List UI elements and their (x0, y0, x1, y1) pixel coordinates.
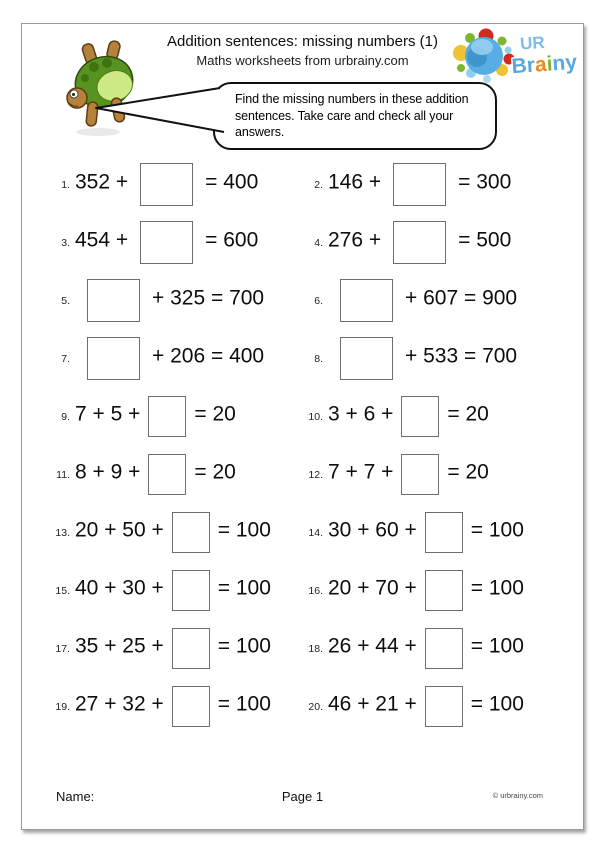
problem-post-text: = 20 (194, 402, 236, 426)
problem-pre-text: 26 + 44 + (328, 634, 417, 658)
problem-number: 16. (308, 585, 323, 598)
answer-box[interactable] (401, 396, 439, 437)
problem-number: 12. (308, 469, 323, 482)
problem-row-10 (305, 396, 583, 437)
problem-pre-text: 27 + 32 + (75, 692, 164, 716)
problem-post-text: + 607 = 900 (405, 286, 518, 310)
problem-pre-text: 40 + 30 + (75, 576, 164, 600)
answer-box[interactable] (87, 337, 140, 380)
problem-row-9 (52, 396, 305, 437)
urbrainy-logo (453, 26, 579, 88)
problem-row-4 (305, 221, 583, 264)
problem-pre-text: 3 + 6 + (328, 402, 394, 426)
problem-row-13 (52, 512, 305, 553)
problem-post-text: = 20 (447, 460, 489, 484)
problem-row-6 (305, 279, 583, 322)
page-subtitle: Maths worksheets from urbrainy.com (196, 53, 409, 68)
answer-box[interactable] (425, 570, 463, 611)
name-label: Name: (56, 789, 95, 804)
answer-box[interactable] (172, 512, 210, 553)
problem-row-3 (52, 221, 305, 264)
problem-post-text: = 400 (205, 170, 259, 194)
svg-text:Brainy (511, 51, 578, 79)
problem-number: 7. (61, 353, 70, 366)
logo-letter: y (564, 50, 578, 75)
problem-row-8 (305, 337, 583, 380)
problem-pre-text: 276 + (328, 228, 382, 252)
problem-number: 8. (314, 353, 323, 366)
answer-box[interactable] (425, 686, 463, 727)
problem-number: 5. (61, 295, 70, 308)
answer-box[interactable] (148, 454, 186, 495)
problem-post-text: = 100 (470, 692, 524, 716)
problem-row-14 (305, 512, 583, 553)
speech-bubble-text: answers. (235, 125, 285, 139)
problem-row-17 (52, 628, 305, 669)
problem-pre-text: 35 + 25 + (75, 634, 164, 658)
problem-post-text: + 533 = 700 (405, 344, 518, 368)
problem-post-text: = 20 (194, 460, 236, 484)
copyright-label: © urbrainy.com (492, 791, 543, 800)
problem-number: 19. (55, 701, 70, 714)
problem-number: 15. (55, 585, 70, 598)
problem-row-16 (305, 570, 583, 611)
speech-bubble-text: sentences. Take care and check all your (235, 108, 454, 123)
answer-box[interactable] (425, 628, 463, 669)
answer-box[interactable] (172, 686, 210, 727)
problem-pre-text: 30 + 60 + (328, 518, 417, 542)
problem-post-text: = 100 (217, 576, 271, 600)
problem-post-text: = 300 (458, 170, 512, 194)
page-title: Addition sentences: missing numbers (1) (167, 33, 438, 50)
problem-number: 17. (55, 643, 70, 656)
problem-row-15 (52, 570, 305, 611)
problem-post-text: = 600 (205, 228, 259, 252)
problem-row-5 (52, 279, 305, 322)
problem-post-text: = 100 (470, 518, 524, 542)
answer-box[interactable] (172, 628, 210, 669)
problem-number: 4. (314, 237, 323, 250)
answer-box[interactable] (87, 279, 140, 322)
logo-letter: r (526, 53, 536, 78)
answer-box[interactable] (425, 512, 463, 553)
problem-pre-text: 352 + (75, 170, 129, 194)
answer-box[interactable] (140, 221, 193, 264)
answer-box[interactable] (393, 163, 446, 206)
problem-pre-text: 20 + 70 + (328, 576, 417, 600)
answer-box[interactable] (340, 279, 393, 322)
problems-grid (22, 155, 583, 735)
problem-number: 6. (314, 295, 323, 308)
logo-text-ur: UR (519, 32, 546, 54)
speech-bubble-text: Find the missing numbers in these addition (235, 92, 469, 106)
problem-pre-text: 8 + 9 + (75, 460, 141, 484)
speech-bubble-tail (80, 80, 230, 142)
page-number-label: Page 1 (281, 789, 324, 804)
problem-number: 20. (308, 701, 323, 714)
logo-letter: n (551, 51, 567, 76)
problem-number: 18. (308, 643, 323, 656)
problem-row-2 (305, 163, 583, 206)
problem-post-text: = 100 (217, 518, 271, 542)
problem-pre-text: 454 + (75, 228, 129, 252)
problem-row-1 (52, 163, 305, 206)
answer-box[interactable] (140, 163, 193, 206)
problem-number: 13. (55, 527, 70, 540)
problem-number: 3. (61, 237, 70, 250)
logo-letter: a (534, 52, 548, 77)
problem-pre-text: 7 + 7 + (328, 460, 394, 484)
problem-row-11 (52, 454, 305, 495)
problem-number: 2. (314, 179, 323, 192)
problem-post-text: = 20 (447, 402, 489, 426)
problem-post-text: = 100 (470, 634, 524, 658)
problem-pre-text: 46 + 21 + (328, 692, 417, 716)
answer-box[interactable] (393, 221, 446, 264)
problem-number: 1. (61, 179, 70, 192)
problem-row-12 (305, 454, 583, 495)
problem-number: 9. (61, 411, 70, 424)
problem-post-text: = 100 (217, 634, 271, 658)
problem-number: 10. (308, 411, 323, 424)
speech-bubble (213, 82, 497, 150)
worksheet-page (21, 23, 584, 830)
answer-box[interactable] (401, 454, 439, 495)
problem-pre-text: 7 + 5 + (75, 402, 141, 426)
logo-letter: B (510, 54, 528, 79)
problem-row-19 (52, 686, 305, 727)
problem-number: 14. (308, 527, 323, 540)
answer-box[interactable] (340, 337, 393, 380)
problem-post-text: + 325 = 700 (152, 286, 265, 310)
answer-box[interactable] (148, 396, 186, 437)
problem-post-text: + 206 = 400 (152, 344, 265, 368)
problem-row-7 (52, 337, 305, 380)
problem-row-18 (305, 628, 583, 669)
problem-pre-text: 146 + (328, 170, 382, 194)
problem-row-20 (305, 686, 583, 727)
problem-post-text: = 100 (217, 692, 271, 716)
answer-box[interactable] (172, 570, 210, 611)
logo-letter: i (545, 52, 554, 76)
problem-pre-text: 20 + 50 + (75, 518, 164, 542)
problem-post-text: = 100 (470, 576, 524, 600)
problem-post-text: = 500 (458, 228, 512, 252)
problem-number: 11. (56, 469, 70, 482)
